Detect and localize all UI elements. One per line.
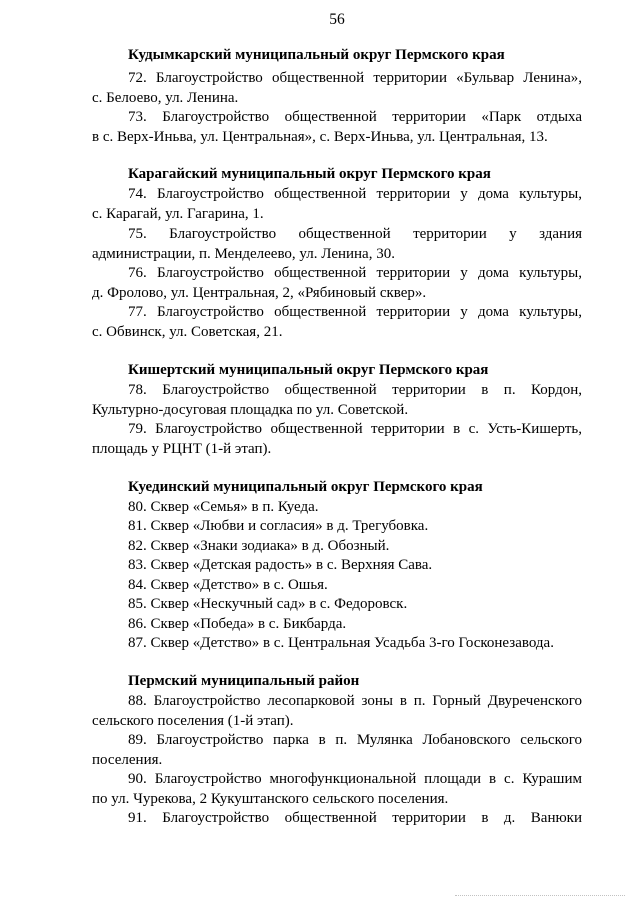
list-item bbox=[92, 185, 582, 225]
item-line: в с. Верх-Иньва, ул. Центральная», с. Верх-Иньва, ул. Центральная, 13. bbox=[92, 128, 548, 145]
item-line: 85. Сквер «Нескучный сад» в с. Федоровск. bbox=[128, 596, 408, 612]
item-line: сельского поселения (1-й этап). bbox=[92, 712, 294, 729]
list-item bbox=[92, 770, 582, 810]
page-number: 56 bbox=[329, 11, 345, 28]
item-line: 81. Сквер «Любви и согласия» в д. Трегубовка. bbox=[128, 518, 429, 534]
item-line: 86. Сквер «Победа» в с. Бикбарда. bbox=[128, 616, 347, 632]
item-line: 73. Благоустройство общественной территории «Парк отдыха bbox=[128, 109, 582, 125]
list-item bbox=[92, 634, 582, 654]
list-item bbox=[92, 517, 582, 537]
item-line: 83. Сквер «Детская радость» в с. Верхняя Сава. bbox=[128, 557, 433, 573]
list-item bbox=[92, 537, 582, 557]
list-item bbox=[92, 576, 582, 596]
item-line: по ул. Чурекова, 2 Кукуштанского сельского поселения. bbox=[92, 790, 449, 807]
item-line: 89. Благоустройство парка в п. Мулянка Лобановского сельского bbox=[128, 732, 582, 748]
item-line: д. Фролово, ул. Центральная, 2, «Рябиновый сквер». bbox=[92, 284, 427, 301]
item-line: поселения. bbox=[92, 751, 163, 768]
section-heading: Кудымкарский муниципальный округ Пермского края bbox=[128, 47, 505, 63]
item-line: 87. Сквер «Детство» в с. Центральная Усадьба 3-го Госконезавода. bbox=[128, 635, 554, 651]
item-line: 84. Сквер «Детство» в с. Ошья. bbox=[128, 577, 328, 593]
item-line: 82. Сквер «Знаки зодиака» в д. Обозный. bbox=[128, 538, 390, 554]
section-heading: Пермский муниципальный район bbox=[128, 673, 360, 689]
list-item bbox=[92, 556, 582, 576]
item-line: 78. Благоустройство общественной территории в п. Кордон, bbox=[128, 382, 582, 398]
list-item bbox=[92, 692, 582, 732]
list-item bbox=[92, 108, 582, 148]
item-line: 80. Сквер «Семья» в п. Куеда. bbox=[128, 499, 319, 515]
item-line: 74. Благоустройство общественной территории у дома культуры, bbox=[128, 186, 582, 202]
section-heading: Карагайский муниципальный округ Пермского края bbox=[128, 166, 491, 182]
item-line: 90. Благоустройство многофункциональной площади в с. Курашим bbox=[128, 771, 582, 787]
list-item bbox=[92, 595, 582, 615]
item-line: 76. Благоустройство общественной территории у дома культуры, bbox=[128, 265, 582, 281]
item-line: 77. Благоустройство общественной территории у дома культуры, bbox=[128, 304, 582, 320]
list-item bbox=[92, 69, 582, 109]
list-item bbox=[92, 809, 582, 829]
section-heading: Кишертский муниципальный округ Пермского края bbox=[128, 362, 489, 378]
scan-artifact-dots bbox=[455, 893, 625, 896]
item-line: площадь у РЦНТ (1-й этап). bbox=[92, 440, 272, 457]
list-item bbox=[92, 381, 582, 421]
list-item bbox=[92, 420, 582, 460]
item-line: 72. Благоустройство общественной территории «Бульвар Ленина», bbox=[128, 70, 582, 86]
list-item bbox=[92, 731, 582, 771]
item-line: с. Обвинск, ул. Советская, 21. bbox=[92, 323, 283, 340]
item-line: с. Белоево, ул. Ленина. bbox=[92, 89, 239, 106]
list-item bbox=[92, 303, 582, 343]
list-item bbox=[92, 264, 582, 304]
item-line: 91. Благоустройство общественной территории в д. Ванюки bbox=[128, 810, 582, 826]
section-heading: Куединский муниципальный округ Пермского края bbox=[128, 479, 483, 495]
item-line: Культурно-досуговая площадка по ул. Советской. bbox=[92, 401, 409, 418]
item-line: администрации, п. Менделеево, ул. Ленина, 30. bbox=[92, 245, 395, 262]
item-line: 88. Благоустройство лесопарковой зоны в п. Горный Двуреченского bbox=[128, 693, 582, 709]
item-line: 75. Благоустройство общественной территории у здания bbox=[128, 226, 582, 242]
list-item bbox=[92, 225, 582, 265]
item-line: 79. Благоустройство общественной территории в с. Усть-Кишерть, bbox=[128, 421, 582, 437]
list-item bbox=[92, 615, 582, 635]
list-item bbox=[92, 498, 582, 518]
item-line: с. Карагай, ул. Гагарина, 1. bbox=[92, 205, 264, 222]
